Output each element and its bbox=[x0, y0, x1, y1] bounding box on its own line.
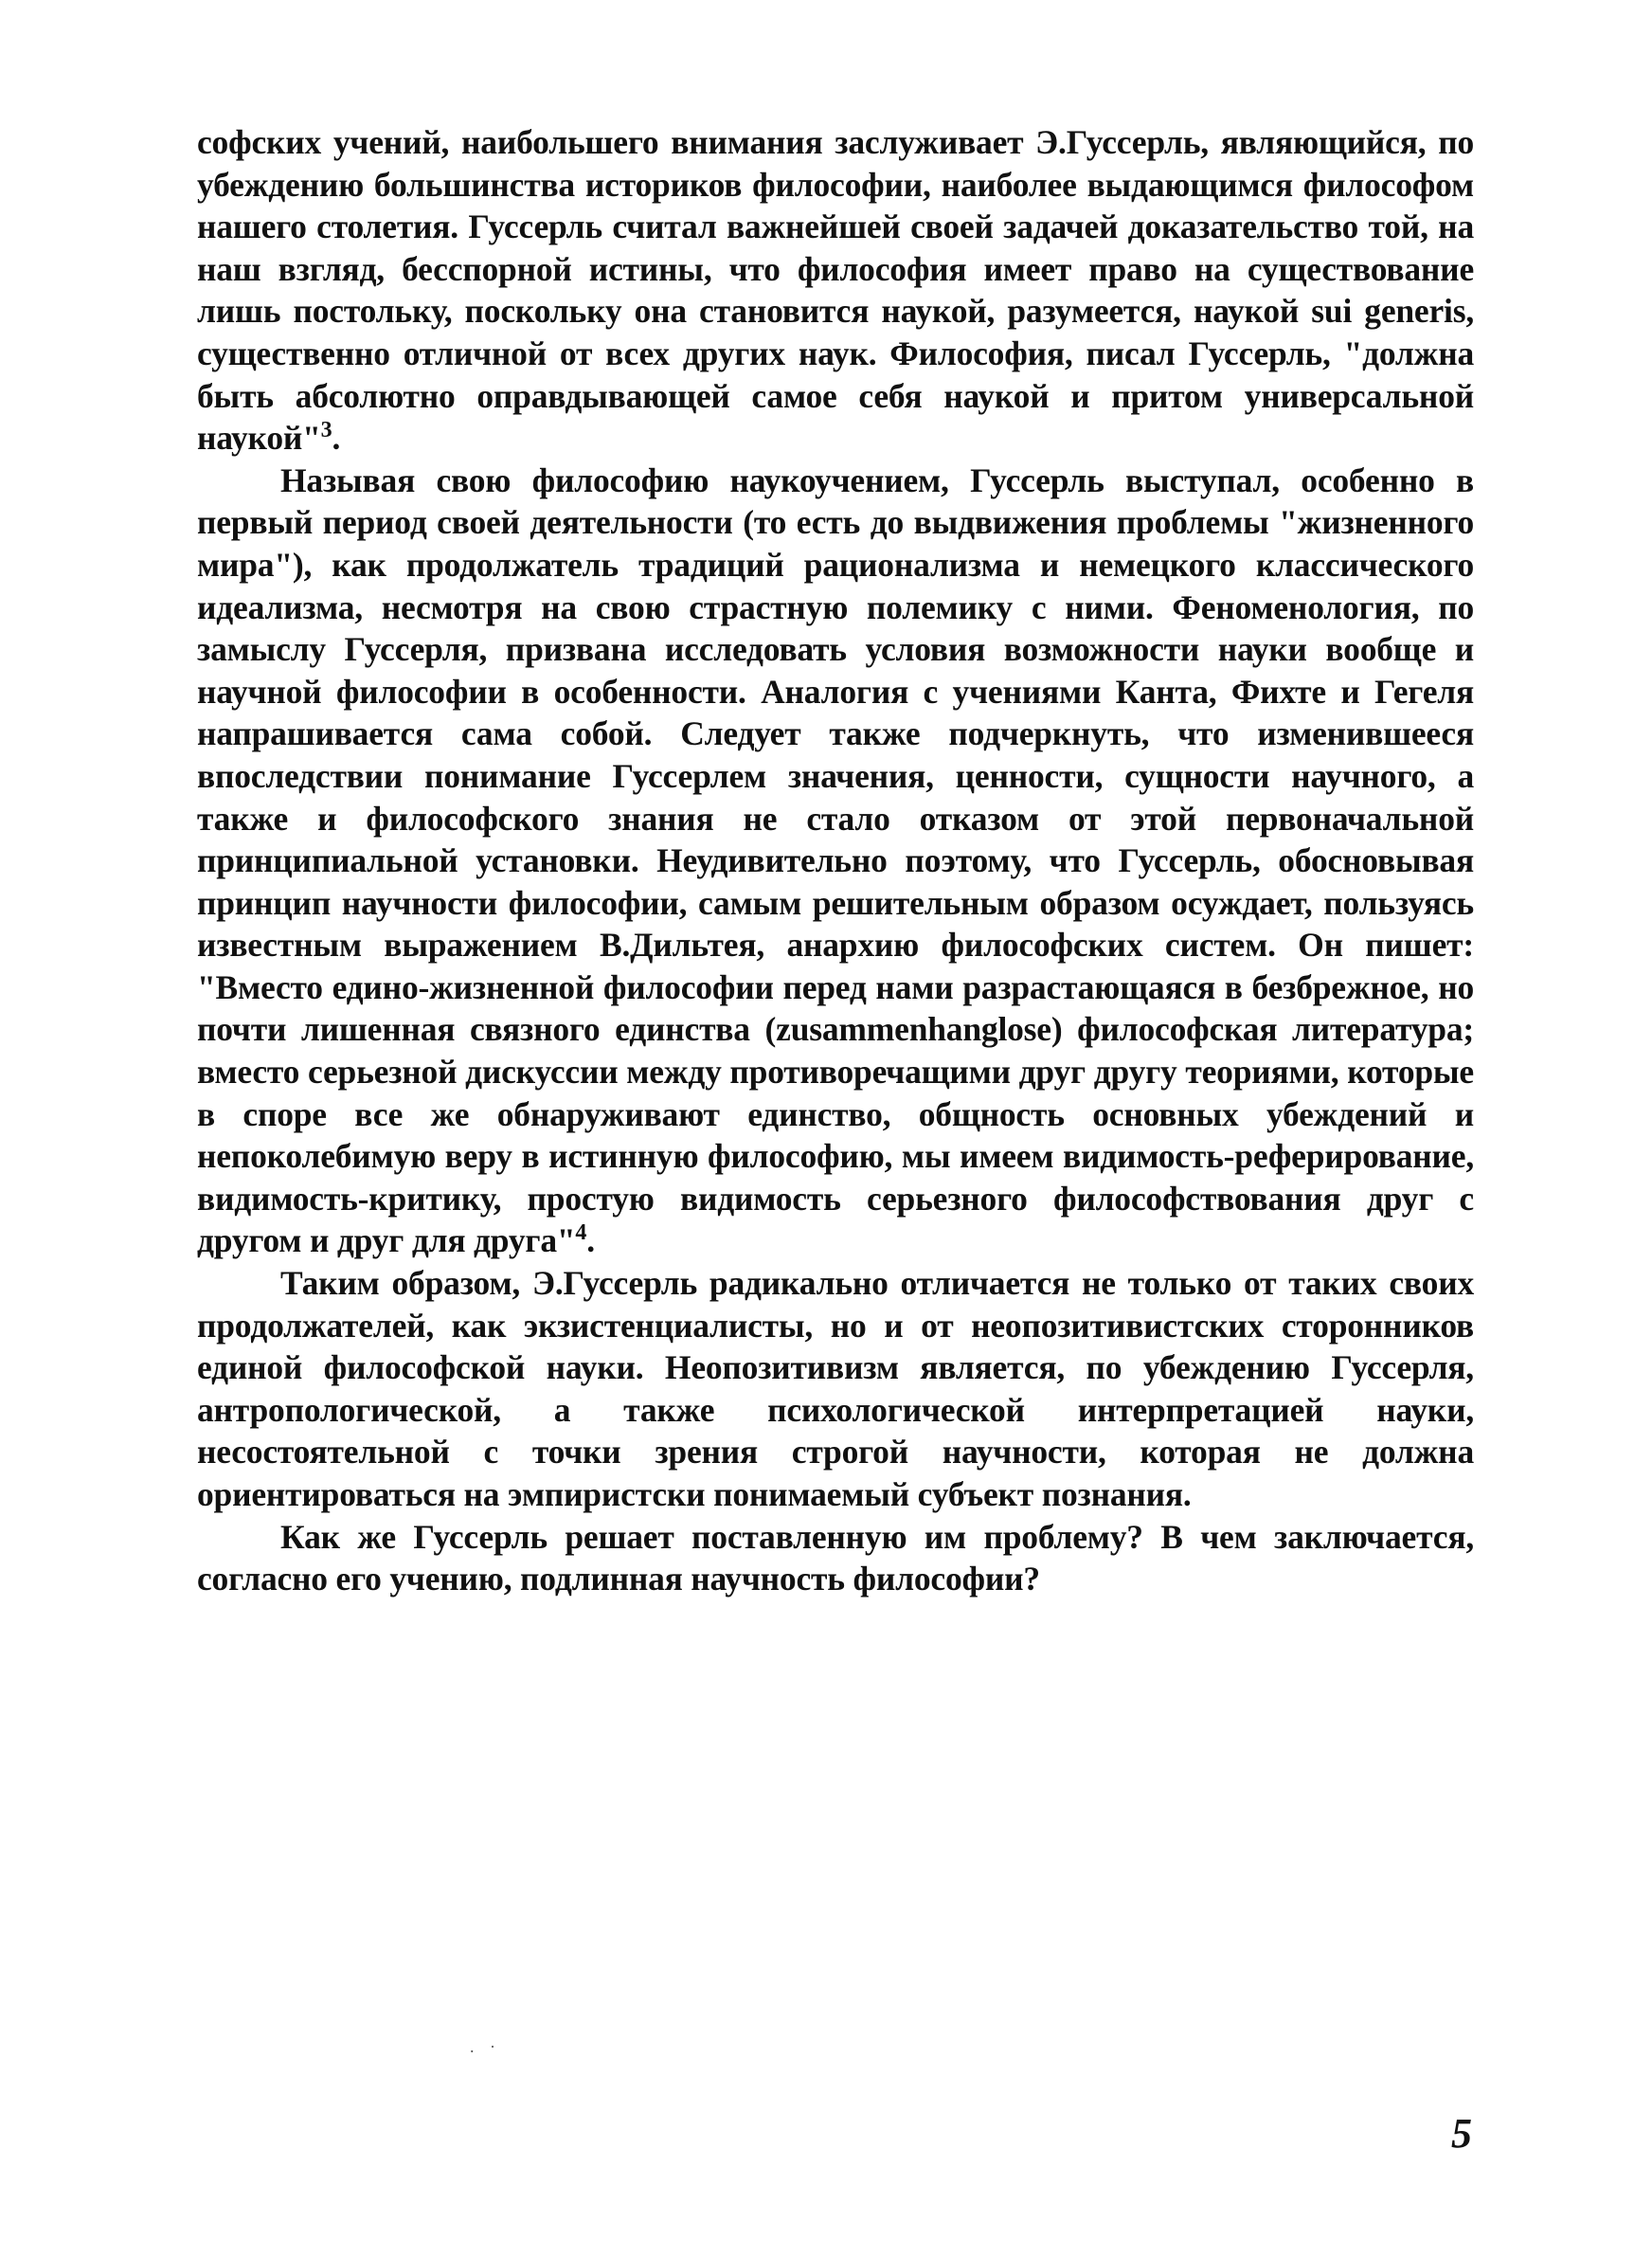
paragraph-text: софских учений, наибольшего внимания заслуживает Э.Гуссерль, являющийся, по убеждению большинства историков философии, наиболее выдающимся философом нашего столетия. Гуссерль считал важнейшей своей задачей доказательство той, на наш взгляд, бесспорной истины, что философия имеет право на существование лишь постольку, поскольку она становится наукой, разумеется, наукой sui generis, существенно отличной от всех других наук. Философия, писал Гуссерль, "должна быть абсолютно оправдывающей самое себя наукой и притом универсальной наукой" bbox=[197, 123, 1474, 458]
paragraph-neopositivism bbox=[197, 1262, 1474, 1516]
paragraph-question bbox=[197, 1516, 1474, 1600]
footnote-ref: 3 bbox=[320, 418, 332, 443]
footnote-ref: 4 bbox=[575, 1220, 587, 1246]
page-body bbox=[197, 121, 1474, 1600]
paragraph-continuation: софских учений, наибольшего внимания заслуживает Э.Гуссерль, являющийся, по убеждению большинства историков философии, наиболее выдающимся философом нашего столетия. Гуссерль считал важнейшей своей задачей доказательство той, на наш взгляд, бесспорной истины, что философия имеет право на существование лишь постольку, поскольку она становится наукой, разумеется, наукой sui generis, существенно отличной от всех других наук. Философия, писал Гуссерль, "должна быть абсолютно оправдывающей самое себя наукой и притом универсальной наукой"$^3$. bbox=[197, 123, 1474, 458]
scan-artifact-dots: . · bbox=[470, 2037, 501, 2056]
paragraph-text: Называя свою философию наукоучением, Гуссерль выступал, особенно в первый период своей деятельности (то есть до выдвижения проблемы "жизненного мира"), как продолжатель традиций рационализма и немецкого классического идеализма, несмотря на свою страстную полемику с ними. Феноменология, по замыслу Гуссерля, призвана исследовать условия возможности науки вообще и научной философии в особенности. Аналогия с учениями Канта, Фихте и Гегеля напрашивается сама собой. Следует также подчеркнуть, что изменившееся впоследствии понимание Гуссерлем значения, ценности, сущности научного, а также и философского знания не стало отказом от этой первоначальной принципиальной установки. Неудивительно поэтому, что Гуссерль, обосновывая принцип научности философии, самым решительным образом осуждает, пользуясь известным выражением В.Дильтея, анархию философских систем. Он пишет: "Вместо едино-жизненной философии перед нами разрастающаяся в безбрежное, но почти лишенная связного единства (zusammenhanglose) философская литература; вместо серьезной дискуссии между противоречащими друг другу теориями, которые в споре все же обнаруживают единство, общность основных убеждений и непоколебимую веру в истинную философию, мы имеем видимость-реферирование, видимость-критику, простую видимость серьезного философствования друг с другом и друг для друга" bbox=[197, 460, 1474, 1260]
page-number: 5 bbox=[1451, 2110, 1472, 2157]
paragraph-text: Таким образом, Э.Гуссерль радикально отличается не только от таких своих продолжателей, как экзистенциалисты, но и от неопозитивистских сторонников единой философской науки. Неопозитивизм является, по убеждению Гуссерля, антропологической, а также психологической интерпретацией науки, несостоятельной с точки зрения строгой научности, которая не должна ориентироваться на эмпиристски понимаемый субъект познания. bbox=[197, 1264, 1474, 1513]
paragraph-husserl-science: Называя свою философию наукоучением, Гуссерль выступал, особенно в первый период своей деятельности (то есть до выдвижения проблемы "жизненного мира"), как продолжатель традиций рационализма и немецкого классического идеализма, несмотря на свою страстную полемику с ними. Феноменология, по замыслу Гуссерля, призвана исследовать условия возможности науки вообще и научной философии в особенности. Аналогия с учениями Канта, Фихте и Гегеля напрашивается сама собой. Следует также подчеркнуть, что изменившееся впоследствии понимание Гуссерлем значения, ценности, сущности научного, а также и философского знания не стало отказом от этой первоначальной принципиальной установки. Неудивительно поэтому, что Гуссерль, обосновывая принцип научности философии, самым решительным образом осуждает, пользуясь известным выражением В.Дильтея, анархию философских систем. Он пишет: "Вместо едино-жизненной философии перед нами разрастающаяся в безбрежное, но почти лишенная связного единства (zusammenhanglose) философская литература; вместо серьезной дискуссии между противоречащими друг другу теориями, которые в споре все же обнаруживают единство, общность основных убеждений и непоколебимую веру в истинную философию, мы имеем видимость-реферирование, видимость-критику, простую видимость серьезного философствования друг с другом и друг для друга"$^4$. bbox=[197, 460, 1474, 1260]
paragraph-text: Как же Гуссерль решает поставленную им проблему? В чем заключается, согласно его учению, подлинная научность философии? bbox=[197, 1517, 1474, 1598]
